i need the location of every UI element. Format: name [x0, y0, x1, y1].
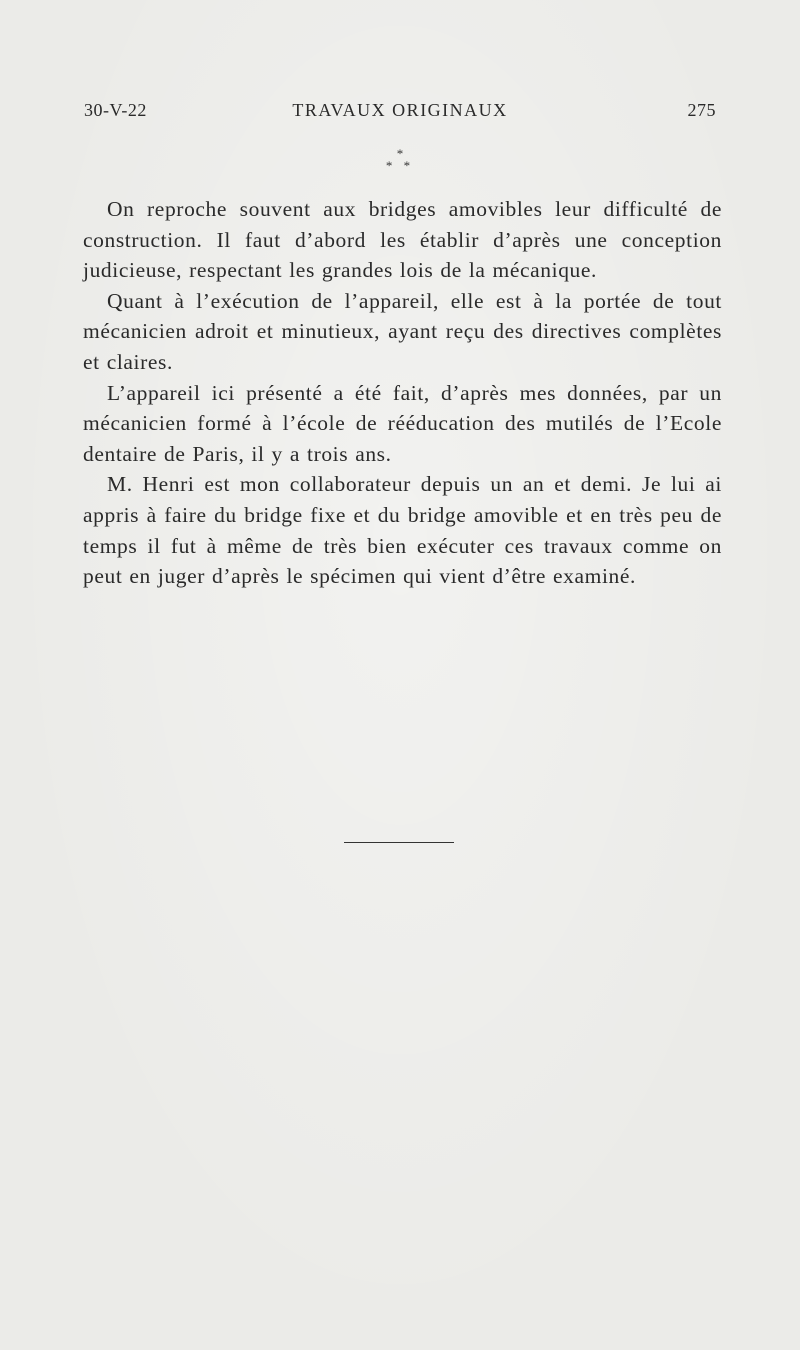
body-text	[83, 194, 722, 592]
running-header	[84, 100, 716, 128]
header-date: 30-V-22	[84, 100, 147, 120]
asterism-separator	[0, 148, 800, 172]
paragraph-3: L’appareil ici présenté a été fait, d’après mes données, par un mécanicien formé à l’école de rééducation des mutilés de l’Ecole dentaire de Paris, il y a trois ans.	[83, 380, 722, 466]
page-number: 275	[687, 100, 716, 120]
paragraph-4: M. Henri est mon collaborateur depuis un an et demi. Je lui ai appris à faire du bridge fixe et du bridge amovible et en très peu de temps il fut à même de très bien exécuter ces travaux comme on peut en juger d’après le spécimen qui vient d’être examiné.	[83, 472, 722, 589]
header-section-title: TRAVAUX ORIGINAUX	[292, 100, 508, 120]
paragraph-1: On reproche souvent aux bridges amovibles leur difficulté de construction. Il faut d’abord les établir d’après une conception judicieuse, respectant les grandes lois de la mécanique.	[83, 197, 722, 283]
section-end-rule	[344, 842, 454, 843]
asterism-bottom: * *	[385, 158, 415, 173]
paragraph-2: Quant à l’exécution de l’appareil, elle est à la portée de tout mécanicien adroit et minutieux, ayant reçu des directives complètes et claires.	[83, 288, 722, 374]
asterism-top: *	[396, 146, 404, 161]
